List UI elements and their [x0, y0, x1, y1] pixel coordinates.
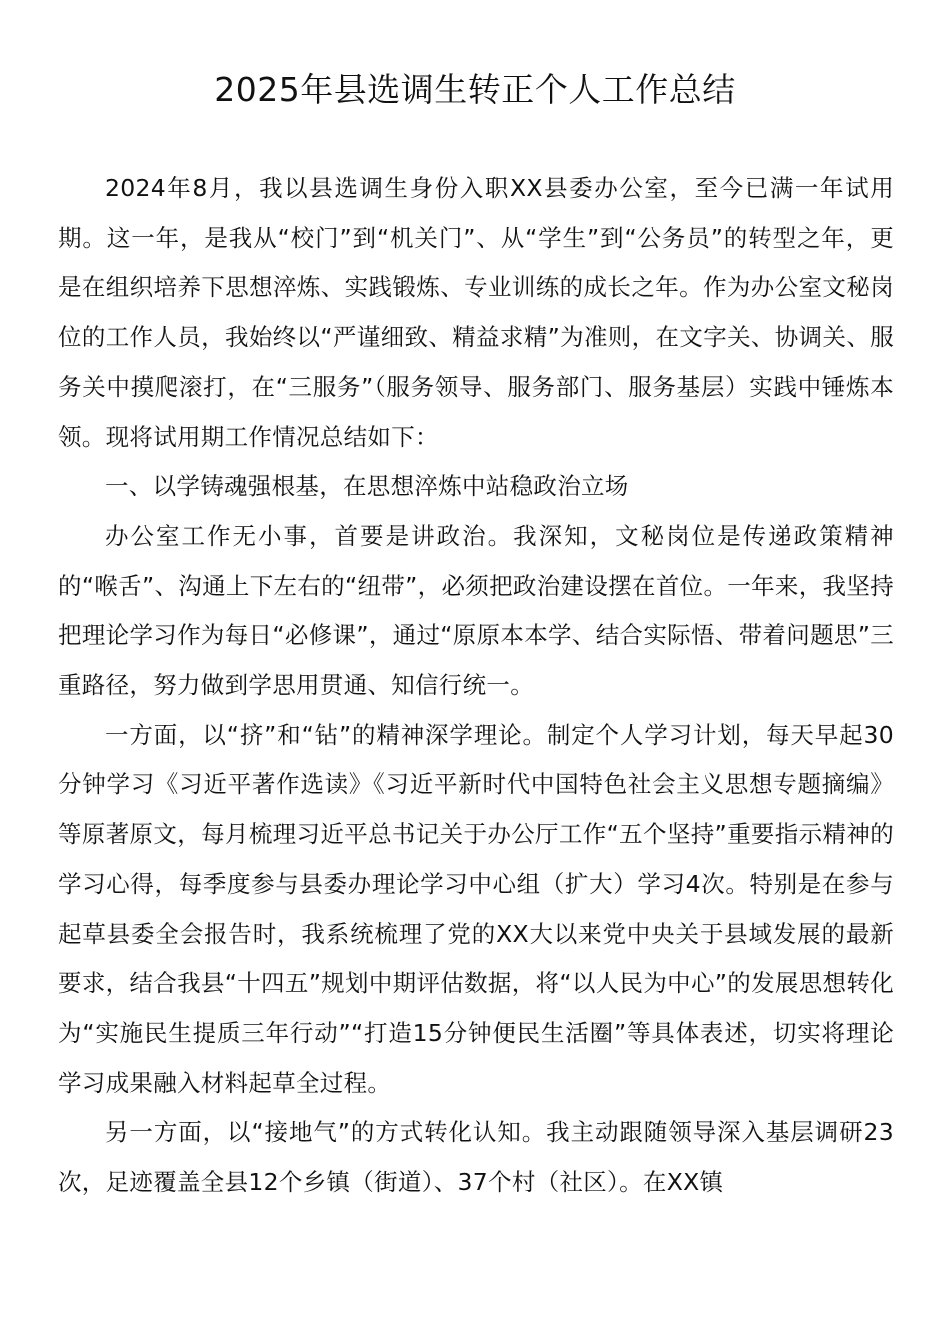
paragraph-grassroots: 另一方面，以“接地气”的方式转化认知。我主动跟随领导深入基层调研23次，足迹覆盖全县12个乡镇（街道）、37个村（社区）。在XX镇 [58, 1118, 894, 1197]
document-body [58, 164, 894, 1208]
section-heading-1: 一、以学铸魂强根基，在思想淬炼中站稳政治立场 [105, 472, 629, 501]
paragraph-intro: 2024年8月，我以县选调生身份入职XX县委办公室，至今已满一年试用期。这一年，是我从“校门”到“机关门”、从“学生”到“公务员”的转型之年，更是在组织培养下思想淬炼、实践锻炼、专业训练的成长之年。作为办公室文秘岗位的工作人员，我始终以“严谨细致、精益求精”为准则，在文字关、协调关、服务关中摸爬滚打，在“三服务”（服务领导、服务部门、服务基层）实践中锤炼本领。现将试用期工作情况总结如下： [58, 174, 894, 451]
paragraph-politics: 办公室工作无小事，首要是讲政治。我深知，文秘岗位是传递政策精神的“喉舌”、沟通上下左右的“纽带”，必须把政治建设摆在首位。一年来，我坚持把理论学习作为每日“必修课”，通过“原原本本学、结合实际悟、带着问题思”三重路径，努力做到学思用贯通、知信行统一。 [58, 521, 894, 700]
document-title: 2025年县选调生转正个人工作总结 [214, 70, 736, 109]
paragraph-theory-study: 一方面，以“挤”和“钻”的精神深学理论。制定个人学习计划，每天早起30分钟学习《习近平著作选读》《习近平新时代中国特色社会主义思想专题摘编》等原著原文，每月梳理习近平总书记关于办公厅工作“五个坚持”重要指示精神的学习心得，每季度参与县委办理论学习中心组（扩大）学习4次。特别是在参与起草县委全会报告时，我系统梳理了党的XX大以来党中央关于县域发展的最新要求，结合我县“十四五”规划中期评估数据，将“以人民为中心”的发展思想转化为“实施民生提质三年行动”“打造15分钟便民生活圈”等具体表述，切实将理论学习成果融入材料起草全过程。 [58, 720, 894, 1097]
